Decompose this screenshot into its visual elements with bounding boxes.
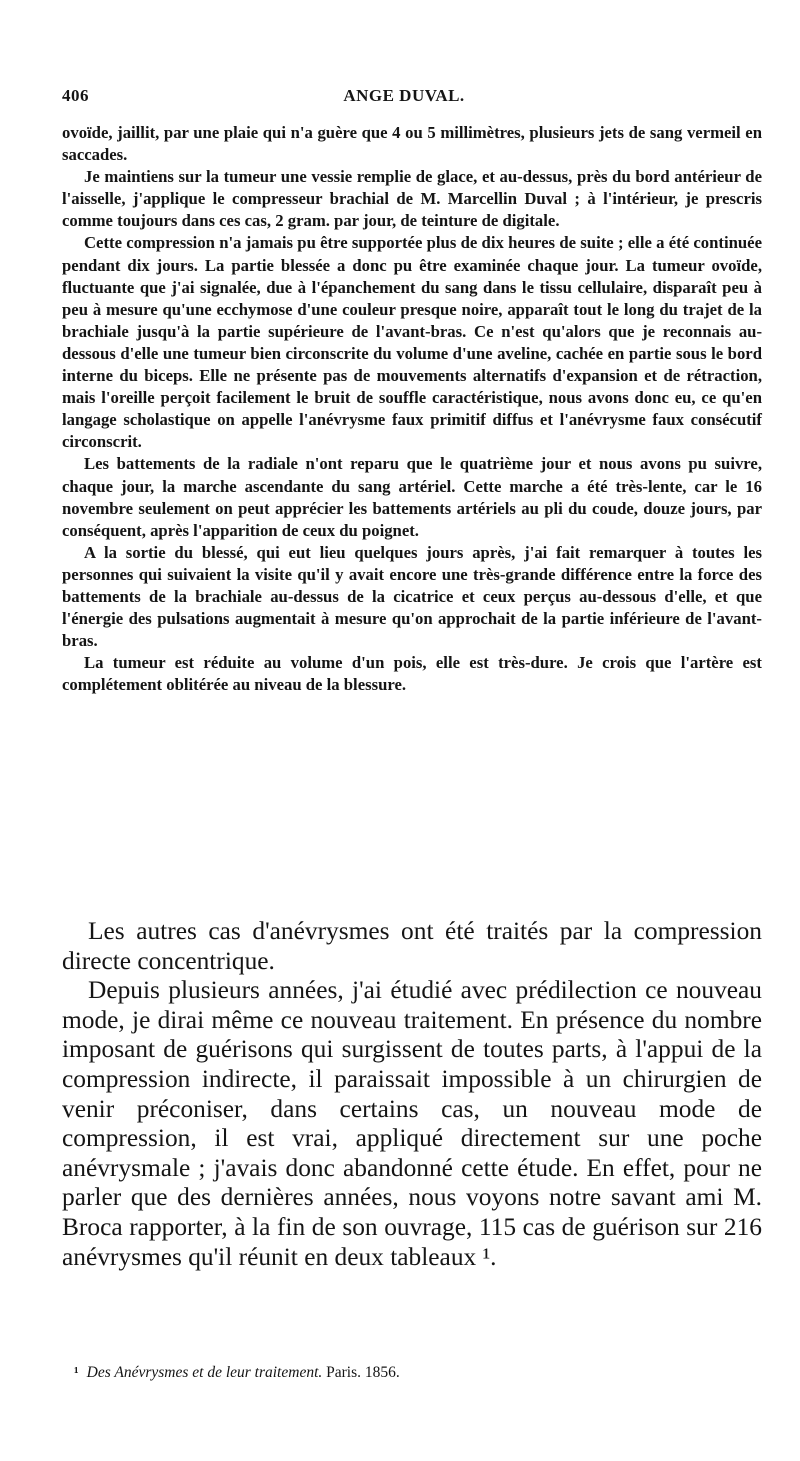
main-paragraph: Les autres cas d'anévrysmes ont été traités par la compression directe concentrique.: [62, 917, 762, 975]
case-paragraph: ovoïde, jaillit, par une plaie qui n'a guère que 4 ou 5 millimètres, plusieurs jets de sang vermeil en saccades.: [62, 123, 762, 165]
footnote: [62, 1363, 762, 1383]
page-number: 406: [62, 86, 89, 105]
footnote-place-date: Paris. 1856.: [326, 1364, 400, 1381]
case-paragraph: Cette compression n'a jamais pu être supportée plus de dix heures de suite ; elle a été continuée pendant dix jours. La partie blessée a donc pu être examinée chaque jour. La tumeur ovoïde, fluctuante que j'ai signalée, due à l'épanchement du sang dans le tissu cellulaire, disparaît peu à peu à mesure qu'une ecchymose d'une couleur presque noire, apparaît tout le long du trajet de la brachiale jusqu'à la partie supérieure de l'avant-bras. Ce n'est qu'alors que je reconnais au-dessous d'elle une tumeur bien circonscrite du volume d'une aveline, cachée en partie sous le bord interne du biceps. Elle ne présente pas de mouvements alternatifs d'expansion et de rétraction, mais l'oreille perçoit facilement le bruit de souffle caractéristique, nous avons donc eu, ce qu'en langage scholastique on appelle l'anévrysme faux primitif diffus et l'anévrysme faux consécutif circonscrit.: [62, 233, 762, 452]
case-report-section: [62, 122, 762, 696]
footnote-title: Des Anévrysmes et de leur traitement.: [86, 1364, 323, 1381]
case-paragraph: La tumeur est réduite au volume d'un pois, elle est très-dure. Je crois que l'artère est complétement oblitérée au niveau de la blessure.: [62, 653, 762, 695]
case-paragraph: Les battements de la radiale n'ont reparu que le quatrième jour et nous avons pu suivre, chaque jour, la marche ascendante du sang artériel. Cette marche a été très-lente, car le 16 novembre seulement on peut apprécier les battements artériels au pli du coude, douze jours, par conséquent, après l'apparition de ceux du poignet.: [62, 454, 762, 540]
footnote-mark: ¹: [74, 1364, 79, 1381]
main-paragraph: Depuis plusieurs années, j'ai étudié avec prédilection ce nouveau mode, je dirai même ce nouveau traitement. En présence du nombre imposant de guérisons qui surgissent de toutes parts, à l'appui de la compression indirecte, il paraissait impossible à un chirurgien de venir préconiser, dans certains cas, un nouveau mode de compression, il est vrai, appliqué directement sur une poche anévrysmale ; j'avais donc abandonné cette étude. En effet, pour ne parler que des dernières années, nous voyons notre savant ami M. Broca rapporter, à la fin de son ouvrage, 115 cas de guérison sur 216 anévrysmes qu'il réunit en deux tableaux ¹.: [62, 976, 762, 1271]
page-header: [62, 82, 746, 110]
case-paragraph: Je maintiens sur la tumeur une vessie remplie de glace, et au-dessus, près du bord antérieur de l'aisselle, j'applique le compresseur brachial de M. Marcellin Duval ; à l'intérieur, je prescris comme toujours dans ces cas, 2 gram. par jour, de teinture de digitale.: [62, 167, 762, 231]
case-paragraph: A la sortie du blessé, qui eut lieu quelques jours après, j'ai fait remarquer à toutes les personnes qui suivaient la visite qu'il y avait encore une très-grande différence entre la force des battements de la brachiale au-dessus de la cicatrice et ceux perçus au-dessous d'elle, et que l'énergie des pulsations augmentait à mesure qu'on approchait de la partie inférieure de l'avant-bras.: [62, 542, 762, 651]
main-text-section: [62, 917, 762, 1272]
running-title: ANGE DUVAL.: [343, 86, 465, 105]
